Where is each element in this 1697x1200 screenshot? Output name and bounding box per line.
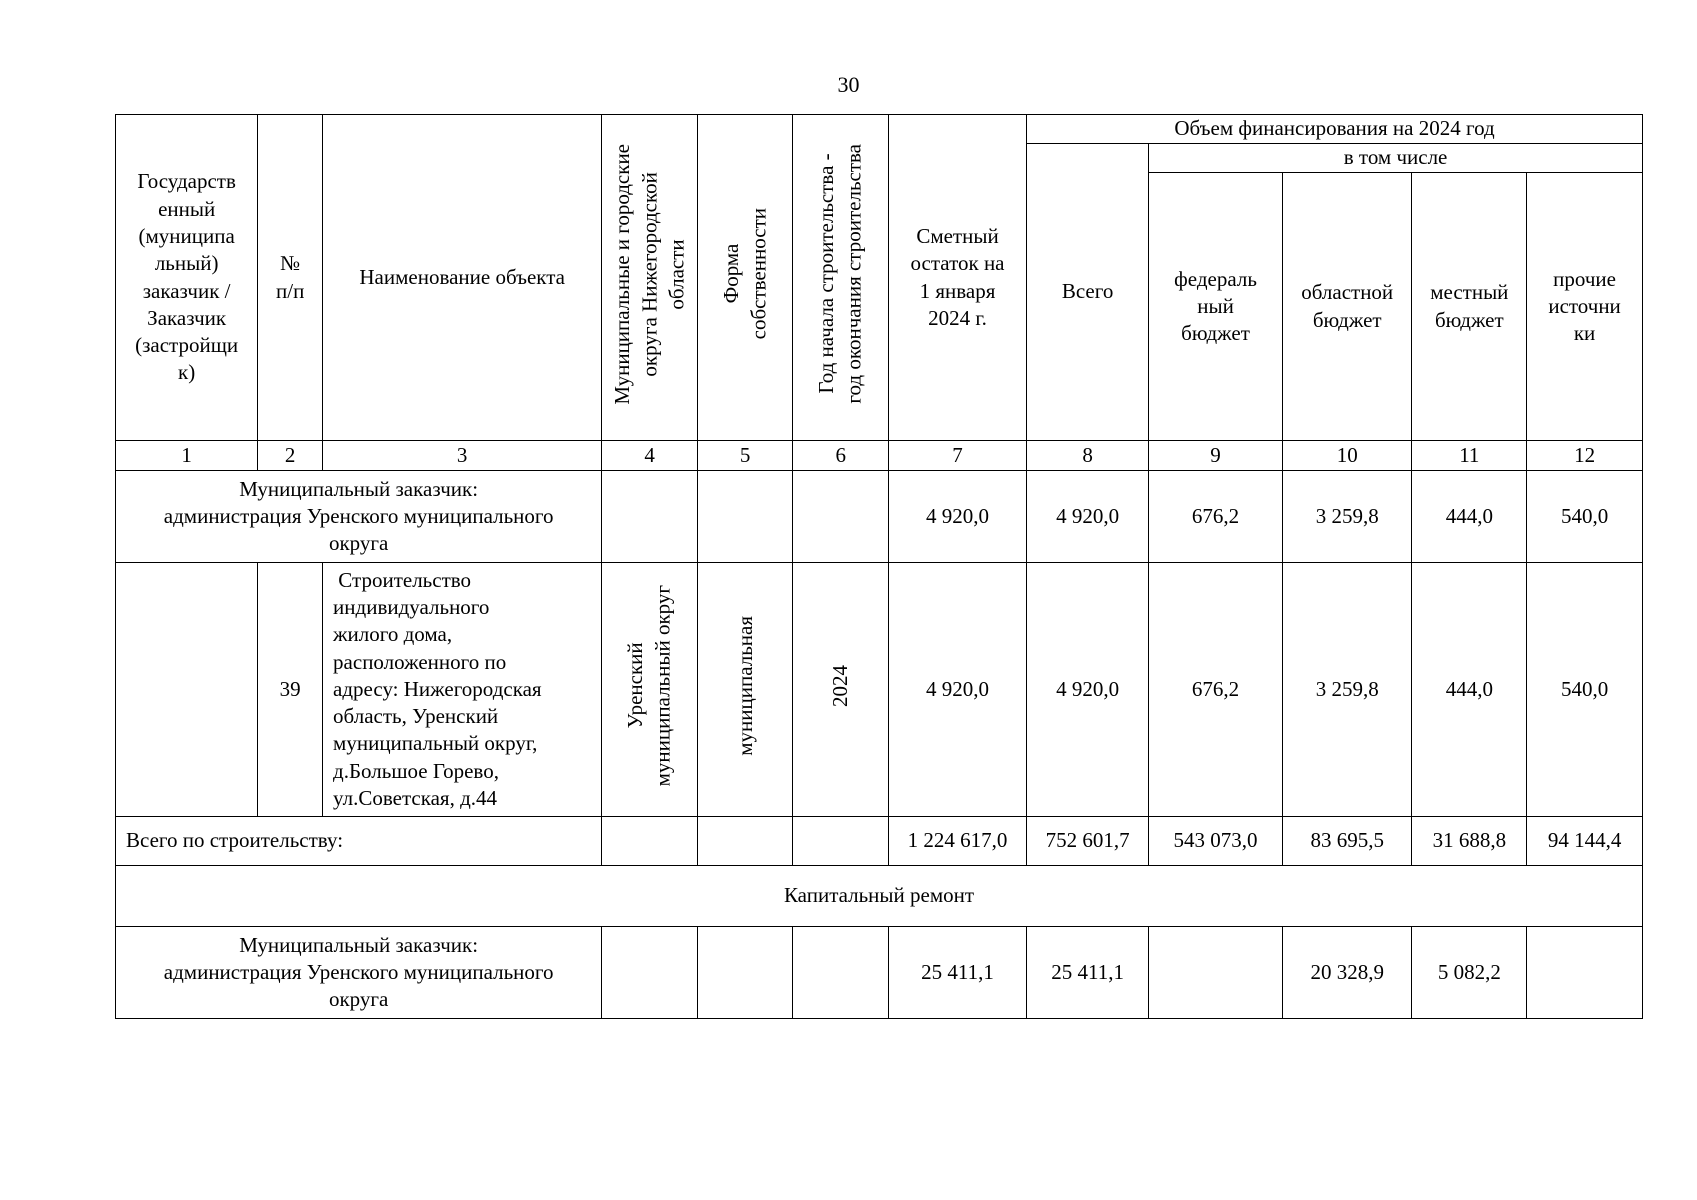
object-name: Строительство индивидуального жилого дома, расположенного по адресу: Нижегородская область, Уренский муниципальный округ, д.Большое Горево, ул.Советская, д.44 [323, 563, 602, 817]
remainder-value: 4 920,0 [889, 471, 1027, 563]
header-local: местный бюджет [1412, 173, 1527, 441]
column-number: 12 [1527, 441, 1643, 471]
header-number: № п/п [258, 115, 323, 441]
column-number: 1 [116, 441, 258, 471]
header-total: Всего [1027, 144, 1149, 441]
header-customer: Государств енный (муниципа льный) заказчик / Заказчик (застройщи к) [116, 115, 258, 441]
empty-cell [602, 471, 698, 563]
header-regional: областной бюджет [1282, 173, 1412, 441]
regional-value: 3 259,8 [1282, 563, 1412, 817]
remainder-value: 4 920,0 [889, 563, 1027, 817]
local-value: 5 082,2 [1412, 927, 1527, 1019]
empty-cell [697, 817, 793, 866]
customer-row [116, 471, 1643, 563]
header-remainder: Сметный остаток на 1 января 2024 г. [889, 115, 1027, 441]
local-value: 31 688,8 [1412, 817, 1527, 866]
other-value: 540,0 [1527, 471, 1643, 563]
column-number: 3 [323, 441, 602, 471]
header-object-name: Наименование объекта [323, 115, 602, 441]
object-ownership: муниципальная [697, 563, 793, 817]
column-number: 7 [889, 441, 1027, 471]
empty-cell [602, 817, 698, 866]
object-number: 39 [258, 563, 323, 817]
regional-value: 20 328,9 [1282, 927, 1412, 1019]
customer-row [116, 927, 1643, 1019]
local-value: 444,0 [1412, 471, 1527, 563]
object-row [116, 563, 1643, 817]
object-years: 2024 [793, 563, 889, 817]
column-number: 5 [697, 441, 793, 471]
empty-cell [116, 563, 258, 817]
empty-cell [602, 927, 698, 1019]
total-value: 752 601,7 [1027, 817, 1149, 866]
column-number: 4 [602, 441, 698, 471]
regional-value: 83 695,5 [1282, 817, 1412, 866]
empty-cell [697, 927, 793, 1019]
header-federal: федераль ный бюджет [1149, 173, 1283, 441]
empty-cell [697, 471, 793, 563]
regional-value: 3 259,8 [1282, 471, 1412, 563]
object-municipality: Уренский муниципальный округ [602, 563, 698, 817]
column-number: 6 [793, 441, 889, 471]
column-number: 11 [1412, 441, 1527, 471]
financing-table [115, 114, 1643, 1019]
other-value: 94 144,4 [1527, 817, 1643, 866]
page-number: 30 [837, 72, 860, 97]
column-number-row [116, 441, 1643, 471]
column-number: 8 [1027, 441, 1149, 471]
federal-value: 543 073,0 [1149, 817, 1283, 866]
remainder-value: 25 411,1 [889, 927, 1027, 1019]
customer-label: Муниципальный заказчик: администрация Уренского муниципального округа [116, 927, 602, 1019]
empty-cell [793, 471, 889, 563]
other-value: 540,0 [1527, 563, 1643, 817]
header-municipality: Муниципальные и городские округа Нижегородской области [602, 115, 698, 441]
header-years: Год начала строительства - год окончания строительства [793, 115, 889, 441]
column-number: 10 [1282, 441, 1412, 471]
empty-cell [793, 927, 889, 1019]
header-including: в том числе [1149, 144, 1643, 173]
total-value: 4 920,0 [1027, 563, 1149, 817]
total-value: 25 411,1 [1027, 927, 1149, 1019]
total-construction-label: Всего по строительству: [116, 817, 602, 866]
remainder-value: 1 224 617,0 [889, 817, 1027, 866]
header-other: прочие источни ки [1527, 173, 1643, 441]
section-title: Капитальный ремонт [116, 866, 1643, 927]
empty-cell [793, 817, 889, 866]
total-value: 4 920,0 [1027, 471, 1149, 563]
section-title-row [116, 866, 1643, 927]
other-value [1527, 927, 1643, 1019]
federal-value: 676,2 [1149, 563, 1283, 817]
customer-label: Муниципальный заказчик: администрация Уренского муниципального округа [116, 471, 602, 563]
header-funding-group: Объем финансирования на 2024 год [1027, 115, 1643, 144]
column-number: 9 [1149, 441, 1283, 471]
header-row-1 [116, 115, 1643, 144]
local-value: 444,0 [1412, 563, 1527, 817]
header-ownership: Форма собственности [697, 115, 793, 441]
total-construction-row [116, 817, 1643, 866]
federal-value: 676,2 [1149, 471, 1283, 563]
federal-value [1149, 927, 1283, 1019]
column-number: 2 [258, 441, 323, 471]
